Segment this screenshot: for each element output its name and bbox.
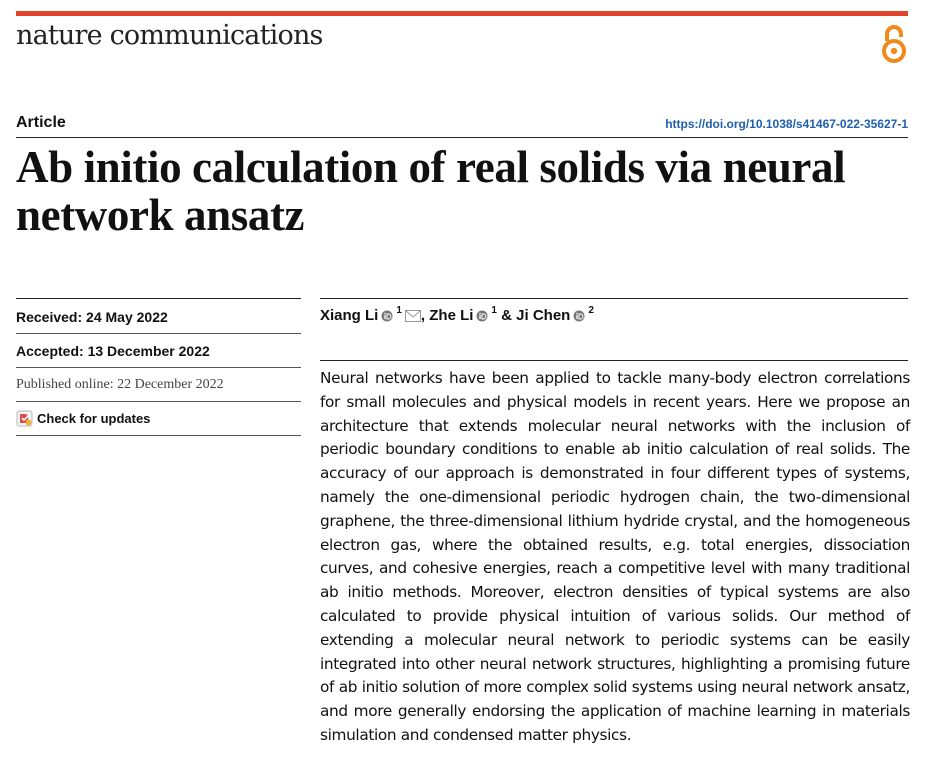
- author-separator: &: [496, 307, 517, 324]
- published-date: Published online: 22 December 2022: [16, 377, 224, 392]
- abstract-top-divider: [320, 360, 908, 361]
- check-for-updates-icon: [16, 410, 33, 427]
- journal-accent-bar: [16, 11, 908, 16]
- author-name[interactable]: Xiang Li: [320, 307, 379, 324]
- affiliation-number: 2: [588, 305, 594, 316]
- authors-top-divider: [320, 298, 908, 299]
- affiliation-number: 1: [491, 305, 497, 316]
- affiliation-number: 1: [396, 305, 402, 316]
- check-for-updates-label: Check for updates: [37, 411, 151, 426]
- check-for-updates-button[interactable]: [16, 410, 301, 427]
- author-name[interactable]: Zhe Li: [429, 307, 474, 324]
- received-date: Received: 24 May 2022: [16, 309, 168, 325]
- journal-name: nature communications: [16, 20, 323, 51]
- orcid-icon[interactable]: [573, 310, 585, 322]
- open-access-icon[interactable]: [878, 23, 910, 65]
- abstract-text: Neural networks have been applied to tackle many-body electron correlations for small molecules and physical models in recent years. Here we propose an architecture that extends molecular neural networks with the inclusion of periodic boundary conditions to enable ab initio calculation of real solids. The accuracy of our approach is demonstrated in four different types of systems, namely the one-dimensional periodic hydrogen chain, the two-dimensional graphene, the three-dimensional lithium hydride crystal, and the homogeneous electron gas, where the obtained results, e.g. total energies, dissociation curves, and cohesive energies, reach a competitive level with many traditional ab initio methods. Moreover, electron densities of typical systems are also calculated to provide physical intuition of various solids. Our method of extending a molecular neural network to periodic systems can be easily integrated into other neural network structures, highlighting a promising future of ab initio solution of more complex solid systems using neural network ansatz, and more generally endorsing the application of machine learning in materials simulation and condensed matter physics.: [320, 369, 910, 744]
- meta-divider: [16, 435, 301, 436]
- orcid-icon[interactable]: [476, 310, 488, 322]
- author-name[interactable]: Ji Chen: [516, 307, 571, 324]
- author-list: [320, 307, 594, 324]
- header-divider: [16, 137, 908, 138]
- author-separator: ,: [420, 307, 430, 324]
- meta-divider: [16, 367, 301, 368]
- orcid-icon[interactable]: [381, 310, 393, 322]
- article-title: Ab initio calculation of real solids via neural network ansatz: [16, 142, 846, 240]
- mail-icon[interactable]: [405, 310, 421, 322]
- meta-top-divider: [16, 298, 301, 299]
- doi-link[interactable]: https://doi.org/10.1038/s41467-022-35627-1: [665, 117, 908, 131]
- accepted-date: Accepted: 13 December 2022: [16, 343, 210, 359]
- article-type: Article: [16, 114, 66, 131]
- meta-divider: [16, 333, 301, 334]
- meta-divider: [16, 401, 301, 402]
